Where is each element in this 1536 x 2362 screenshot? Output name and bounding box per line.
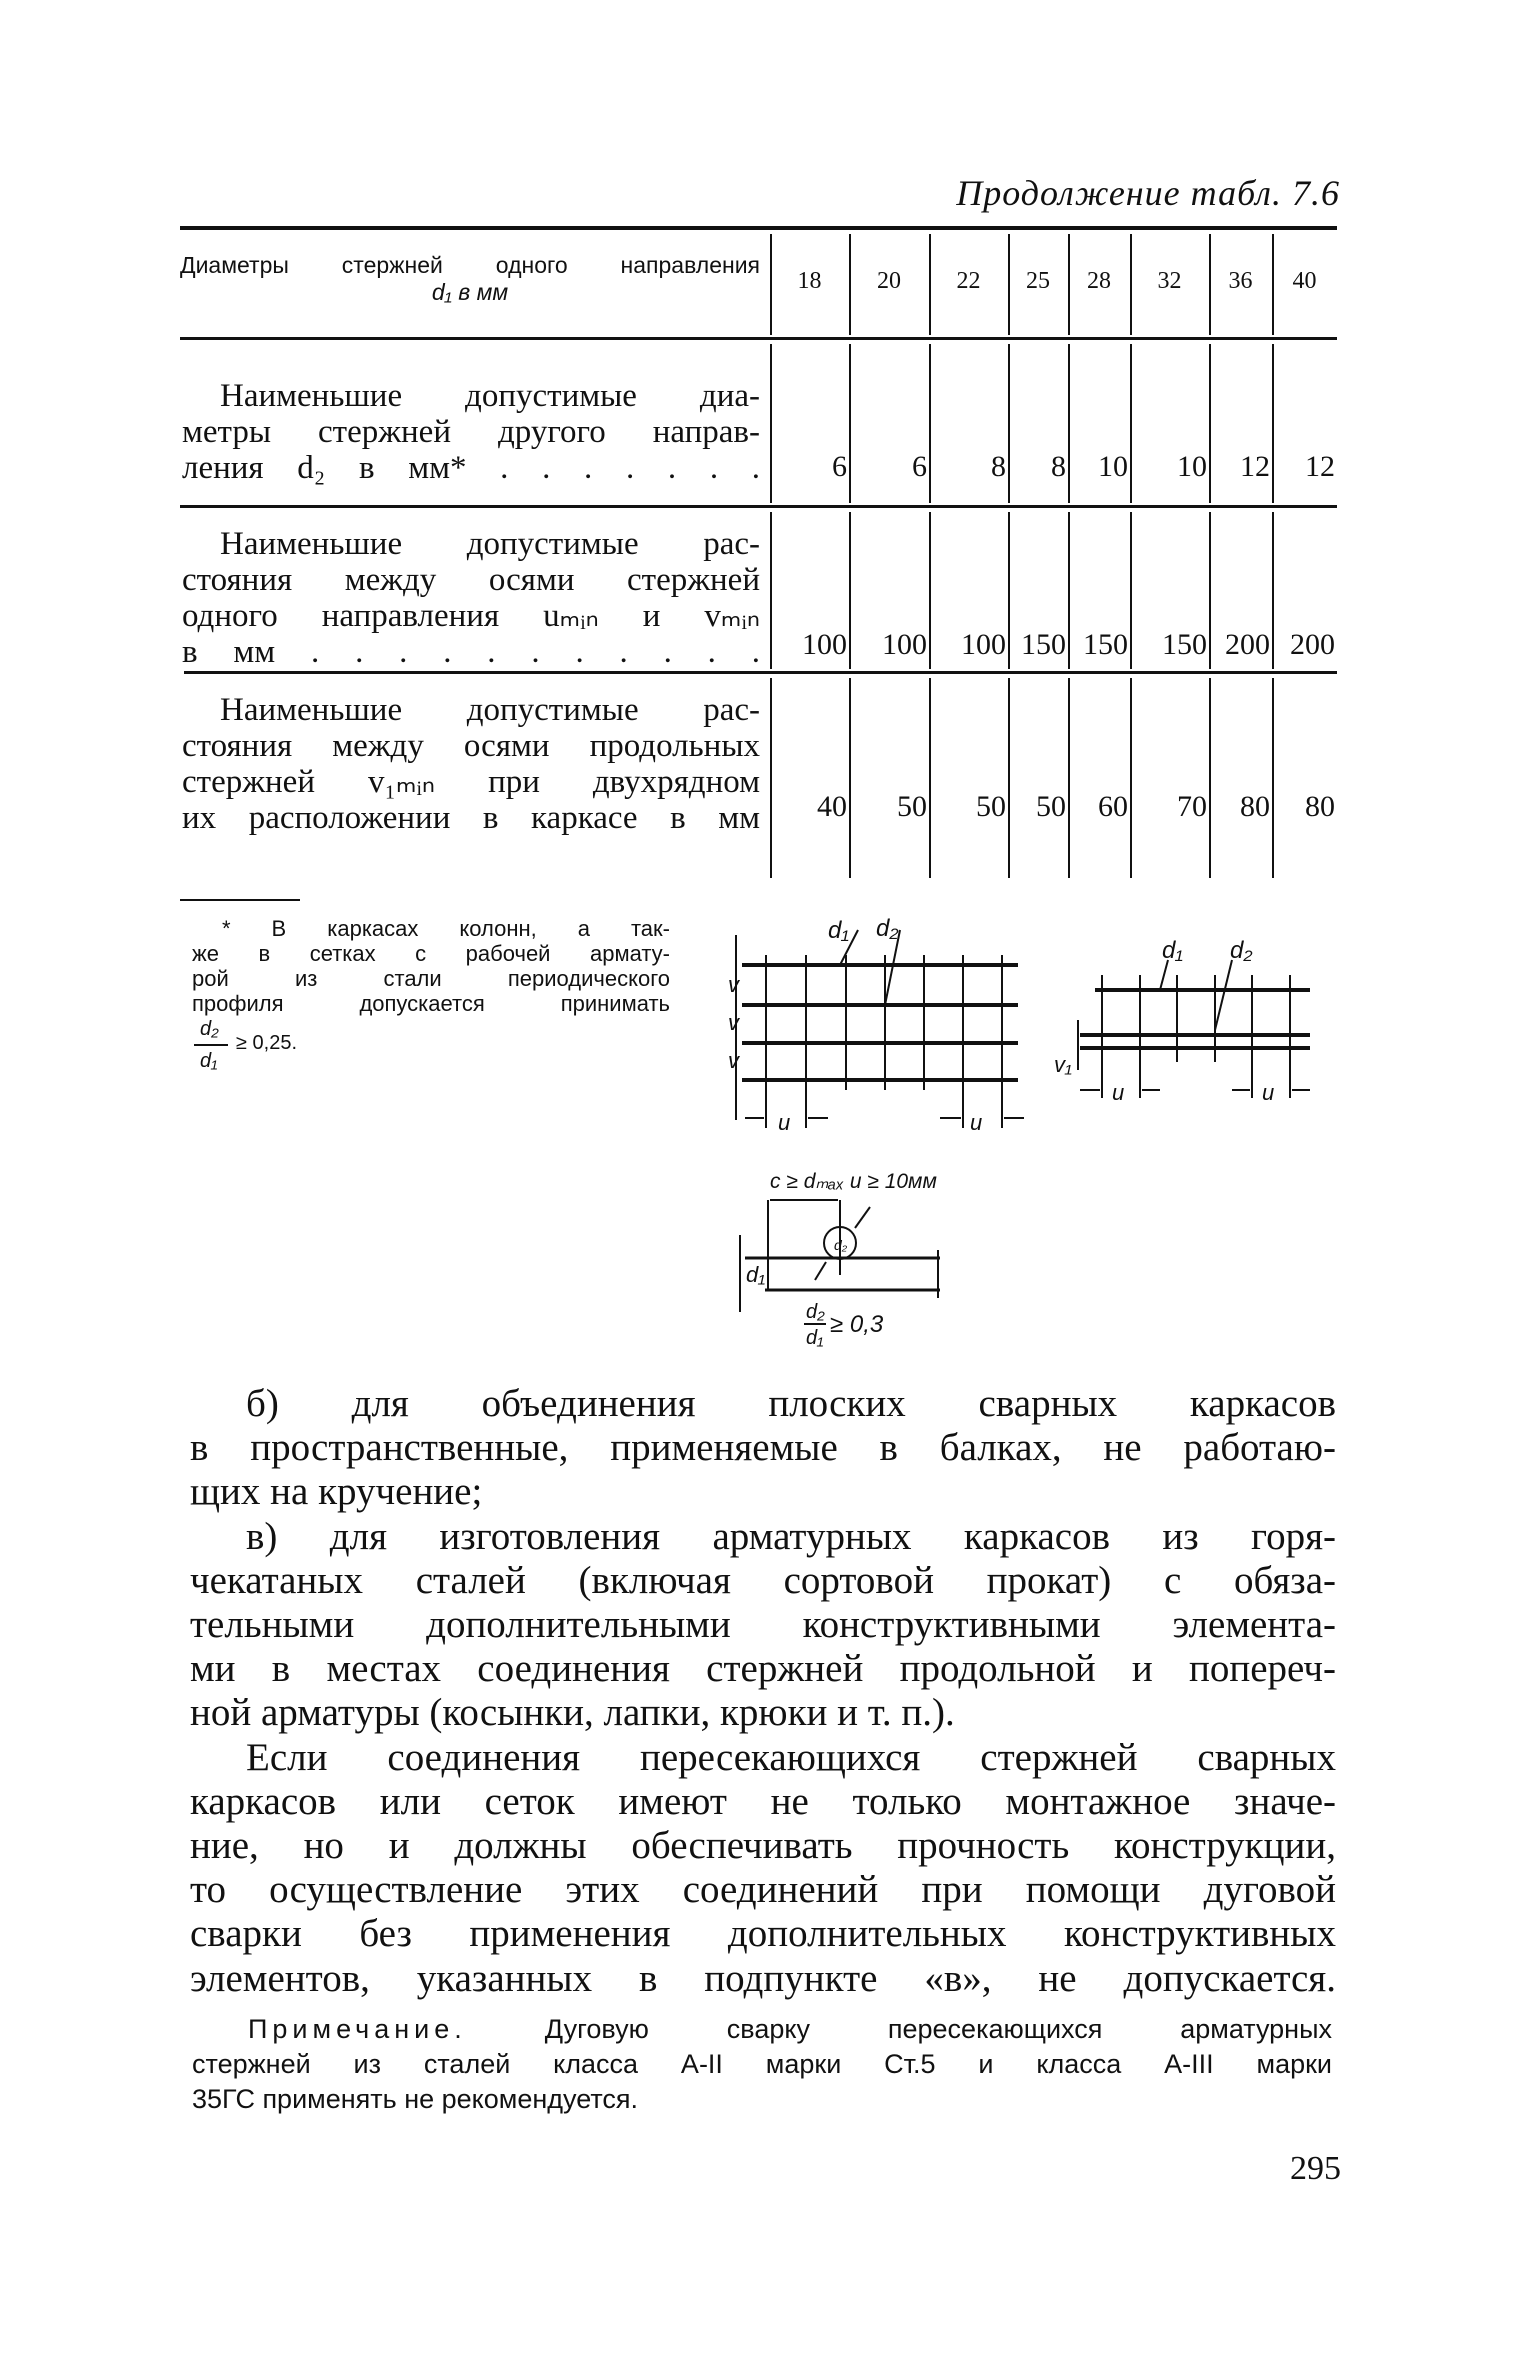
table-cell: 6: [832, 450, 847, 483]
weld-detail-diagram: [740, 1170, 940, 1349]
table-cell: 100: [802, 628, 847, 661]
row-label-line: стояния между осями продольных: [182, 728, 760, 764]
d1-label: d₁: [746, 1262, 766, 1287]
v-label: v: [728, 972, 739, 997]
body-line: б) для объединения плоских сварных каркасов: [246, 1382, 1336, 1425]
row-label-line: стержней v₁ₘᵢₙ при двухрядном: [182, 764, 760, 800]
table-cell: 12: [1305, 450, 1335, 483]
note-line: Дуговую сварку пересекающихся арматурных: [544, 2014, 1332, 2044]
row-label-line: метры стержней другого направ-: [182, 414, 760, 450]
table-cell: 10: [1177, 450, 1207, 483]
table-cell: 150: [1021, 628, 1066, 661]
weld-spacing-note: c ≥ dₘₐₓ и ≥ 10мм: [770, 1170, 937, 1193]
footnote-line: * В каркасах колонн, а так-: [222, 916, 670, 941]
footnote-line: же в сетках с рабочей армату-: [192, 941, 670, 966]
footnote-fraction-denominator: d₁: [200, 1050, 218, 1072]
column-header: 32: [1157, 268, 1182, 294]
header-label-line: d₁ в мм: [431, 279, 509, 305]
note-line: 35ГС применять не рекомендуется.: [192, 2084, 639, 2114]
table-cell: 60: [1098, 790, 1128, 823]
body-line: то осуществление этих соединений при помощи дуговой: [190, 1868, 1336, 1912]
v-label: v: [728, 1048, 739, 1073]
v-label: v: [728, 1010, 739, 1035]
d1-label: d₁: [828, 917, 849, 944]
body-line: ной арматуры (косынки, лапки, крюки и т. п.).: [190, 1691, 955, 1735]
table-cell: 12: [1240, 450, 1270, 483]
table-cell: 8: [991, 450, 1006, 483]
body-line: чекатаных сталей (включая сортовой прокат) с обяза-: [190, 1558, 1336, 1602]
table-cell: 10: [1098, 450, 1128, 483]
table-cell: 70: [1177, 790, 1207, 823]
column-header: 40: [1292, 268, 1317, 294]
table-cell: 200: [1225, 628, 1270, 661]
body-line: Если соединения пересекающихся стержней сварных: [246, 1735, 1336, 1779]
header-label-line: Диаметры стержней одного направления: [180, 252, 760, 278]
column-header: 25: [1026, 268, 1050, 294]
note-line: стержней из сталей класса А-II марки Ст.5 и класса А-III марки: [192, 2049, 1332, 2079]
table-cell: 100: [882, 628, 927, 661]
d2-label: d₂: [1230, 937, 1253, 964]
body-line: в пространственные, применяемые в балках, не работаю-: [190, 1426, 1336, 1470]
row-label-line: ления d₂ в мм* . . . . . . .: [182, 450, 760, 486]
ratio-relation: ≥ 0,3: [830, 1311, 884, 1338]
u-label: u: [778, 1110, 791, 1135]
page-number: 295: [1290, 2150, 1341, 2187]
footnote-line: профиля допускается принимать: [192, 991, 670, 1016]
column-header: 28: [1087, 268, 1111, 294]
column-header: 20: [877, 268, 901, 294]
body-line: в) для изготовления арматурных каркасов из горя-: [246, 1514, 1336, 1558]
row-label-line: Наименьшие допустимые рас-: [220, 692, 760, 728]
ratio-denominator: d₁: [806, 1327, 824, 1349]
ratio-numerator: d₂: [806, 1301, 825, 1323]
row-label-line: в мм . . . . . . . . . . .: [182, 634, 760, 670]
body-line: элементов, указанных в подпункте «в», не допускается.: [190, 1956, 1336, 2000]
note: [192, 2012, 1332, 2117]
table-cell: 150: [1162, 628, 1207, 661]
d2-label: d₂: [876, 915, 899, 942]
footnote-fraction-relation: ≥ 0,25.: [236, 1032, 298, 1054]
footnote-line: рой из стали периодического: [192, 966, 670, 991]
body-line: ние, но и должны обеспечивать прочность конструкции,: [190, 1824, 1336, 1868]
table-cell: 50: [897, 790, 927, 823]
body-text: [190, 1382, 1336, 2001]
table-cell: 6: [912, 450, 927, 483]
table-cell: 200: [1290, 628, 1335, 661]
d1-label: d₁: [1162, 937, 1183, 964]
row-label-line: Наименьшие допустимые рас-: [220, 526, 760, 562]
table-cell: 100: [961, 628, 1006, 661]
table-cell: 8: [1051, 450, 1066, 483]
v1-label: v₁: [1054, 1052, 1072, 1077]
u-label: u: [970, 1110, 983, 1135]
body-line: ми в местах соединения стержней продольной и попереч-: [190, 1647, 1336, 1691]
row-label-line: Наименьшие допустимые диа-: [220, 378, 760, 414]
body-line: каркасов или сеток имеют не только монтажное значе-: [190, 1779, 1336, 1823]
body-line: тельными дополнительными конструктивными элемента-: [190, 1603, 1336, 1647]
table-cell: 50: [976, 790, 1006, 823]
column-header: 22: [956, 268, 981, 294]
column-header: 18: [797, 268, 822, 294]
table-cell: 80: [1305, 790, 1335, 823]
body-line: сварки без применения дополнительных конструктивных: [190, 1912, 1336, 1956]
u-label: u: [1262, 1080, 1275, 1105]
column-header: 36: [1228, 268, 1253, 294]
two-row-frame-diagram: [1054, 937, 1310, 1105]
footnote-fraction-numerator: d₂: [200, 1018, 219, 1040]
table-cell: 150: [1083, 628, 1128, 661]
u-label: u: [1112, 1080, 1125, 1105]
table-cell: 80: [1240, 790, 1270, 823]
row-label-line: одного направления uₘᵢₙ и vₘᵢₙ: [182, 598, 760, 634]
d2-label: d₂: [834, 1237, 848, 1253]
row-label-line: их расположении в каркасе в мм: [182, 800, 760, 836]
table-continuation-caption: Продолжение табл. 7.6: [956, 173, 1340, 213]
row-label-line: стояния между осями стержней: [182, 562, 760, 598]
note-heading: Примечание.: [248, 2014, 467, 2044]
body-line: щих на кручение;: [190, 1470, 483, 1514]
table-cell: 40: [817, 790, 847, 823]
mesh-diagram: [728, 915, 1024, 1135]
table-cell: 50: [1036, 790, 1066, 823]
